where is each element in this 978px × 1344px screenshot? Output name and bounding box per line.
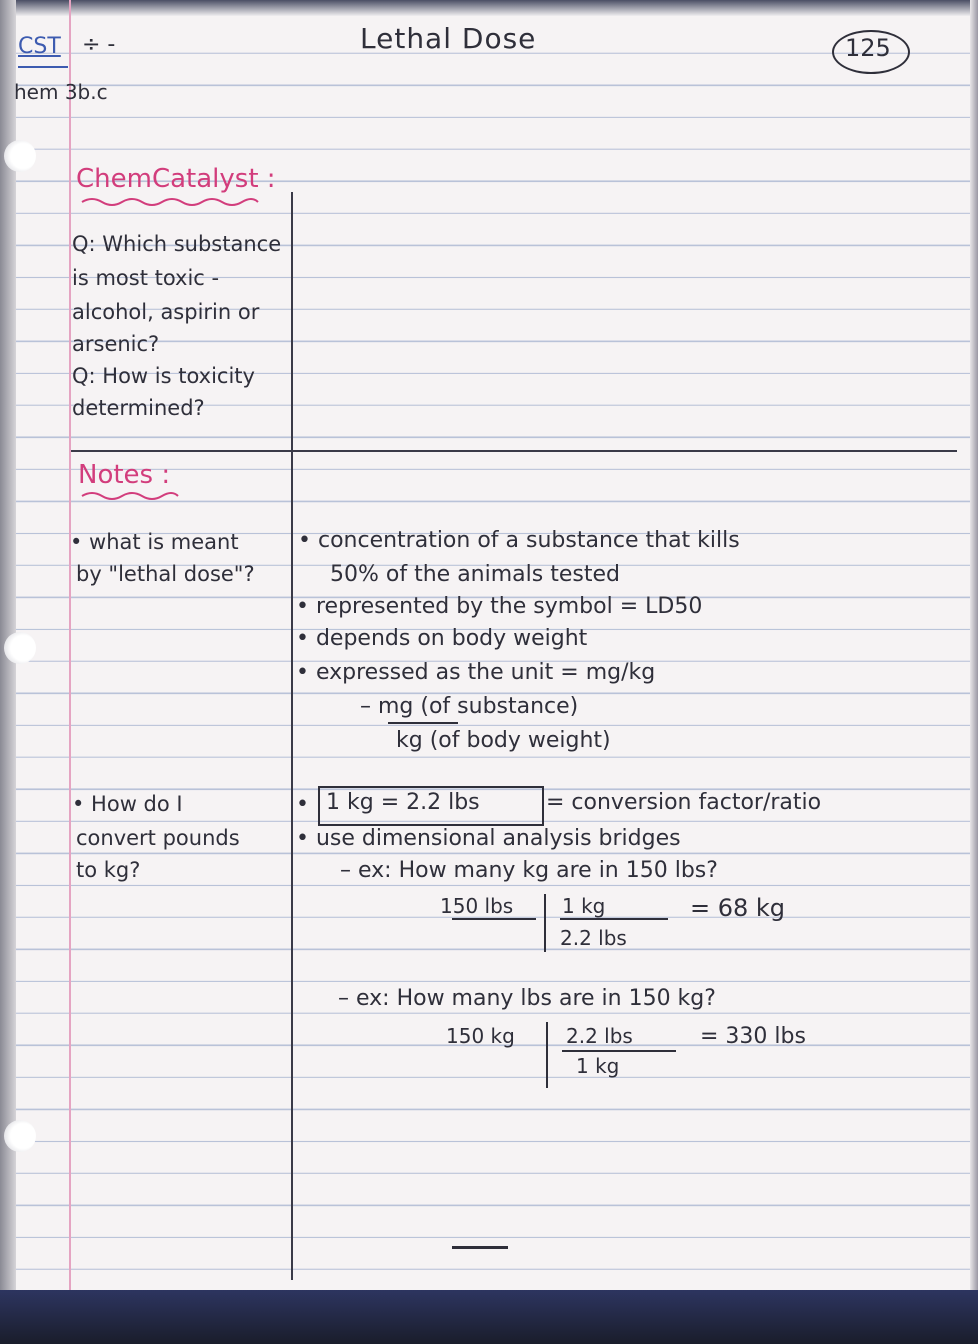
bullet: • [296,792,309,817]
notes-answer-line: • use dimensional analysis bridges [296,826,681,851]
notes-question-line: by "lethal dose"? [76,562,255,586]
example-prompt: – ex: How many lbs are in 150 kg? [338,986,716,1011]
catalyst-question-line: determined? [72,396,205,420]
catalyst-underline [80,196,260,208]
notes-answer-line: • depends on body weight [296,626,588,651]
standard-label: hem 3b.c [14,80,108,104]
example-result: = 330 lbs [700,1024,806,1049]
topic-marks: ÷ - [82,32,116,57]
page-top-edge [0,0,978,16]
column-divider [291,192,293,1280]
example-numerator-right: 2.2 lbs [566,1024,633,1048]
example-numerator-left: 150 lbs [440,894,514,918]
conversion-label: = conversion factor/ratio [546,790,822,815]
fraction-bar [562,1050,676,1052]
page-right-edge [970,0,978,1290]
example-denominator-right: 1 kg [576,1054,620,1078]
notes-answer-line: • represented by the symbol = LD50 [296,594,703,619]
topic-code: CST [18,34,61,59]
fraction-bar [452,918,536,920]
notes-answer-line: • concentration of a substance that kills [298,528,740,553]
notes-answer-line: – mg (of substance) [360,694,579,719]
catalyst-question-line: arsenic? [72,332,160,356]
topic-underline [18,66,68,68]
fraction-vertical-bar [546,1022,548,1088]
catalyst-question-line: is most toxic - [72,266,220,290]
fraction-vertical-bar [544,894,546,952]
page-number: 125 [845,34,891,62]
binder-hole [4,140,36,172]
notes-question-line: • what is meant [70,530,239,554]
example-prompt: – ex: How many kg are in 150 lbs? [340,858,718,883]
example-result: = 68 kg [690,894,786,922]
scan-bottom-edge [0,1290,978,1344]
example-numerator-left: 150 kg [446,1024,515,1048]
notes-answer-line: • expressed as the unit = mg/kg [296,660,656,685]
example-numerator-right: 1 kg [562,894,606,918]
notes-question-line: to kg? [76,858,141,882]
catalyst-question-line: Q: Which substance [72,232,282,256]
catalyst-heading: ChemCatalyst : [76,164,276,194]
section-divider [71,450,957,452]
notes-question-line: • How do I [72,792,183,816]
catalyst-question-line: alcohol, aspirin or [72,300,260,324]
example-denominator-right: 2.2 lbs [560,926,627,950]
page-title: Lethal Dose [360,22,537,55]
fraction-bar [560,918,668,920]
unit-fraction-bar [388,722,458,724]
conversion-ratio: 1 kg = 2.2 lbs [326,790,480,815]
notes-heading: Notes : [78,460,171,490]
notes-question-line: convert pounds [76,826,240,850]
pen-mark [452,1246,508,1249]
notes-answer-line: kg (of body weight) [396,728,611,753]
notes-answer-line: 50% of the animals tested [330,562,620,587]
margin-line [69,0,71,1290]
binder-hole [4,1120,36,1152]
binder-hole [4,632,36,664]
catalyst-question-line: Q: How is toxicity [72,364,255,388]
notes-underline [80,490,180,502]
